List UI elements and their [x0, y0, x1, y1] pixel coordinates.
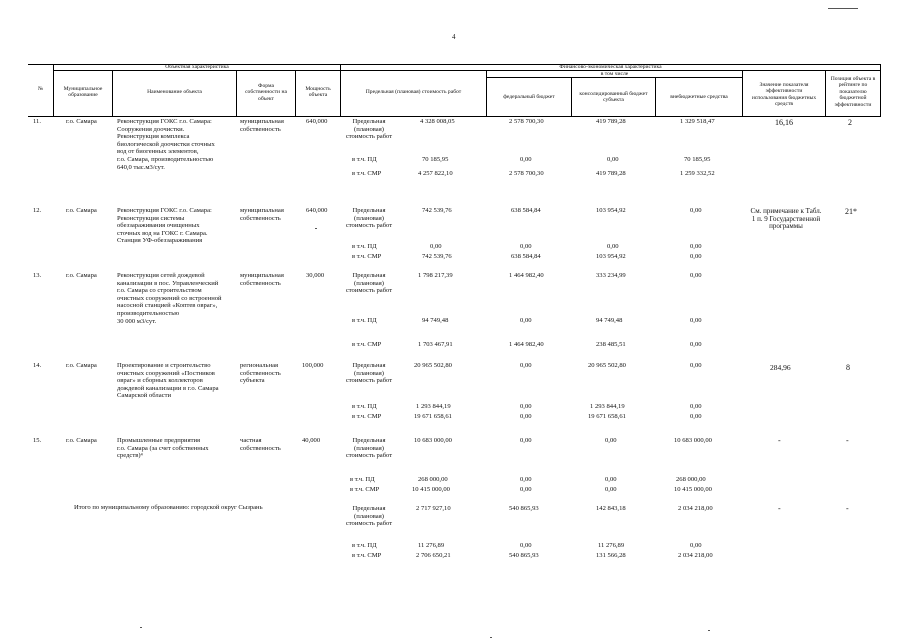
row-15-municipal: г.о. Самара [66, 437, 97, 444]
row-12-smr-label: в т.ч. СМР [352, 253, 382, 260]
row-15-cost: 10 683 000,00 [414, 437, 452, 444]
row-15-smr-offbudget: 10 415 000,00 [674, 486, 712, 493]
row-12-pd-offbudget: 0,00 [690, 243, 702, 250]
row-12-smr-offbudget: 0,00 [690, 253, 702, 260]
row-14-smr-offbudget: 0,00 [690, 413, 702, 420]
header-object-name: Наименование объекта [147, 89, 202, 95]
row-12-name: Реконструкция ГОКС г.о. Самара: Реконструкция системы обеззараживания очищенных сточных вод на ГОКС г. Самара. Станция УФ-обеззараживания [117, 207, 212, 245]
scan-speck [140, 627, 142, 628]
total-label: Итого по муниципальному образованию: городской округ Сызрань [74, 504, 263, 511]
row-11-cost-label: Предельная (плановая) стоимость работ [345, 118, 393, 141]
header-offbudget: внебюджетные средства [670, 94, 728, 100]
row-12-consolidated: 103 954,92 [596, 207, 626, 214]
row-13-smr-federal: 1 464 982,40 [509, 341, 544, 348]
row-11-smr-offbudget: 1 259 332,52 [680, 170, 715, 177]
row-11-smr-cost: 4 257 822,10 [418, 170, 453, 177]
row-14-municipal: г.о. Самара [66, 362, 97, 369]
col-divider [880, 64, 881, 116]
row-13-pd-label: в т.ч. ПД [352, 317, 377, 324]
row-12-offbudget: 0,00 [690, 207, 702, 214]
header-municipal: Муниципальное образование [63, 86, 103, 99]
row-14-pd-offbudget: 0,00 [690, 403, 702, 410]
row-13-cost-label: Предельная (плановая) стоимость работ [345, 272, 393, 295]
row-15-ownership: частная собственность [240, 437, 281, 452]
row-14-smr-label: в т.ч. СМР [352, 413, 382, 420]
row-11-consolidated: 419 789,28 [596, 118, 626, 125]
scan-speck [315, 228, 317, 229]
row-13-municipal: г.о. Самара [66, 272, 97, 279]
row-11-pd-federal: 0,00 [520, 156, 532, 163]
row-12-federal: 638 584,84 [511, 207, 541, 214]
row-14-smr-cost: 19 671 658,61 [414, 413, 452, 420]
total-smr-label: в т.ч. СМР [352, 552, 382, 559]
row-15-offbudget: 10 683 000,00 [674, 437, 712, 444]
row-15-name: Промышленные предприятия г.о. Самара (за счет собственных средств)⁴ [117, 437, 209, 460]
row-15-smr-federal: 0,00 [520, 486, 532, 493]
total-smr-consolidated: 131 566,28 [596, 552, 626, 559]
row-14-pd-consolidated: 1 293 844,19 [590, 403, 625, 410]
header-indicator: Значение показателя эффективности использования бюджетных средств [751, 82, 817, 108]
total-pd-consolidated: 11 276,89 [598, 542, 625, 549]
row-15-no: 15. [33, 437, 42, 444]
row-12-pd-cost: 0,00 [430, 243, 442, 250]
row-15-cost-label: Предельная (плановая) стоимость работ [345, 437, 393, 460]
row-13-smr-offbudget: 0,00 [690, 341, 702, 348]
row-13-federal: 1 464 982,40 [509, 272, 544, 279]
row-11-pd-label: в т.ч. ПД [352, 156, 377, 163]
row-11-federal: 2 578 700,30 [509, 118, 544, 125]
row-12-position: 21* [845, 207, 857, 216]
row-11-no: 11. [33, 118, 41, 125]
row-13-pd-cost: 94 749,48 [422, 317, 449, 324]
row-13-smr-cost: 1 703 467,91 [418, 341, 453, 348]
total-pd-federal: 0,00 [520, 542, 532, 549]
header-federal: федеральный бюджет [503, 94, 555, 100]
row-13-smr-label: в т.ч. СМР [352, 341, 382, 348]
row-14-federal: 0,00 [520, 362, 532, 369]
row-11-smr-label: в т.ч. СМР [352, 170, 382, 177]
row-11-smr-consolidated: 419 789,28 [596, 170, 626, 177]
row-15-indicator: - [778, 436, 781, 445]
header-incl: в том числе [600, 71, 629, 77]
row-13-ownership: муниципальная собственность [240, 272, 284, 287]
row-11-pd-offbudget: 70 185,95 [684, 156, 711, 163]
row-11-pd-consolidated: 0,00 [607, 156, 619, 163]
row-15-pd-federal: 0,00 [520, 476, 532, 483]
header-object-char: Объектная характеристика [165, 64, 229, 70]
row-12-pd-federal: 0,00 [520, 243, 532, 250]
total-offbudget: 2 034 218,00 [678, 505, 713, 512]
row-13-cost: 1 798 217,39 [418, 272, 453, 279]
row-14-pd-label: в т.ч. ПД [352, 403, 377, 410]
row-14-smr-federal: 0,00 [520, 413, 532, 420]
header-cost: Предельная (плановая) стоимость работ [365, 89, 462, 95]
row-13-pd-federal: 0,00 [520, 317, 532, 324]
row-11-indicator: 16,16 [775, 118, 793, 127]
header-ownership: Форма собственности на объект [245, 83, 287, 102]
total-position: - [846, 504, 849, 513]
total-indicator: - [778, 504, 781, 513]
row-14-consolidated: 20 965 502,80 [588, 362, 626, 369]
page-number: 4 [452, 33, 456, 41]
header-consolidated: консолидированный бюджет субъекта [579, 91, 648, 104]
scan-speck [490, 637, 492, 638]
row-13-consolidated: 333 234,99 [596, 272, 626, 279]
row-15-pd-offbudget: 268 000,00 [676, 476, 706, 483]
row-12-capacity: 640,000 [306, 207, 328, 214]
row-13-pd-offbudget: 0,00 [690, 317, 702, 324]
row-15-pd-label: в т.ч. ПД [350, 476, 375, 483]
row-14-no: 14. [33, 362, 42, 369]
total-consolidated: 142 843,18 [596, 505, 626, 512]
row-15-consolidated: 0,00 [605, 437, 617, 444]
total-pd-offbudget: 0,00 [690, 542, 702, 549]
row-14-capacity: 100,000 [302, 362, 324, 369]
header-no: № [37, 86, 44, 92]
row-12-cost: 742 539,76 [422, 207, 452, 214]
header-position: Позиция объекта в рейтинге по показателю бюджетной эффективности [830, 76, 876, 108]
total-cost: 2 717 927,10 [416, 505, 451, 512]
scan-speck [708, 630, 710, 631]
row-15-smr-cost: 10 415 000,00 [412, 486, 450, 493]
row-15-smr-consolidated: 0,00 [605, 486, 617, 493]
total-federal: 540 865,93 [509, 505, 539, 512]
row-11-ownership: муниципальная собственность [240, 118, 284, 133]
row-14-ownership: региональная собственность субъекта [240, 362, 281, 385]
row-13-offbudget: 0,00 [690, 272, 702, 279]
scan-speck [828, 8, 858, 9]
header-bottom-rule [28, 116, 881, 117]
row-13-no: 13. [33, 272, 42, 279]
row-12-smr-federal: 638 584,84 [511, 253, 541, 260]
row-12-cost-label: Предельная (плановая) стоимость работ [345, 207, 393, 230]
row-15-capacity: 40,000 [302, 437, 321, 444]
total-smr-cost: 2 706 650,21 [416, 552, 451, 559]
row-14-name: Проектирование и строительство очистных сооружений «Постников овраг» и сборных коллекторов дождевой канализации в г.о. Самара Самарской области [117, 362, 219, 400]
row-11-cost: 4 328 008,05 [420, 118, 455, 125]
row-14-indicator: 284,96 [770, 363, 791, 372]
row-14-pd-cost: 1 293 844,19 [416, 403, 451, 410]
total-pd-cost: 11 276,89 [418, 542, 445, 549]
row-15-federal: 0,00 [520, 437, 532, 444]
row-11-position: 2 [848, 118, 852, 127]
row-11-capacity: 640,000 [306, 118, 328, 125]
row-12-indicator: См. примечание к Табл. 1 п. 9 Государственной программы [750, 207, 822, 231]
row-12-smr-consolidated: 103 954,92 [596, 253, 626, 260]
row-13-pd-consolidated: 94 749,48 [596, 317, 623, 324]
row-14-cost: 20 965 502,80 [414, 362, 452, 369]
row-14-cost-label: Предельная (плановая) стоимость работ [345, 362, 393, 385]
row-11-pd-cost: 70 185,95 [422, 156, 449, 163]
row-15-pd-cost: 268 000,00 [418, 476, 448, 483]
header-capacity: Мощность объекта [305, 86, 331, 99]
row-12-ownership: муниципальная собственность [240, 207, 284, 222]
row-13-smr-consolidated: 238 485,51 [596, 341, 626, 348]
total-pd-label: в т.ч. ПД [352, 542, 377, 549]
row-11-offbudget: 1 329 518,47 [680, 118, 715, 125]
row-14-position: 8 [846, 363, 850, 372]
row-14-smr-consolidated: 19 671 658,61 [588, 413, 626, 420]
row-13-capacity: 30,000 [306, 272, 325, 279]
row-11-name: Реконструкция ГОКС г.о. Самара: Сооружения доочистки. Реконструкция комплекса биологической доочистки сточных вод от биогенных элементов, г.о. Самара, производительностью 640,0 тыс.м3/сут. [117, 118, 215, 171]
row-11-municipal: г.о. Самара [66, 118, 97, 125]
row-12-smr-cost: 742 539,76 [422, 253, 452, 260]
header-fin-char: Финансово-экономическая характеристика [559, 64, 662, 70]
row-12-pd-consolidated: 0,00 [607, 243, 619, 250]
row-15-smr-label: в т.ч. СМР [350, 486, 380, 493]
row-15-pd-consolidated: 0,00 [605, 476, 617, 483]
row-14-offbudget: 0,00 [690, 362, 702, 369]
total-smr-federal: 540 865,93 [509, 552, 539, 559]
row-11-smr-federal: 2 578 700,30 [509, 170, 544, 177]
row-14-pd-federal: 0,00 [520, 403, 532, 410]
row-12-pd-label: в т.ч. ПД [352, 243, 377, 250]
row-12-no: 12. [33, 207, 42, 214]
row-12-municipal: г.о. Самара [66, 207, 97, 214]
total-cost-label: Предельная (плановая) стоимость работ [345, 505, 393, 528]
row-15-position: - [846, 436, 849, 445]
total-smr-offbudget: 2 034 218,00 [678, 552, 713, 559]
row-13-name: Реконструкция сетей дождевой канализации в пос. Управленческий г.о. Самара со строительством очистных сооружений со встроенной насосной станцией «Коптев овраг», производительностью 30 000 м3/сут. [117, 272, 222, 325]
